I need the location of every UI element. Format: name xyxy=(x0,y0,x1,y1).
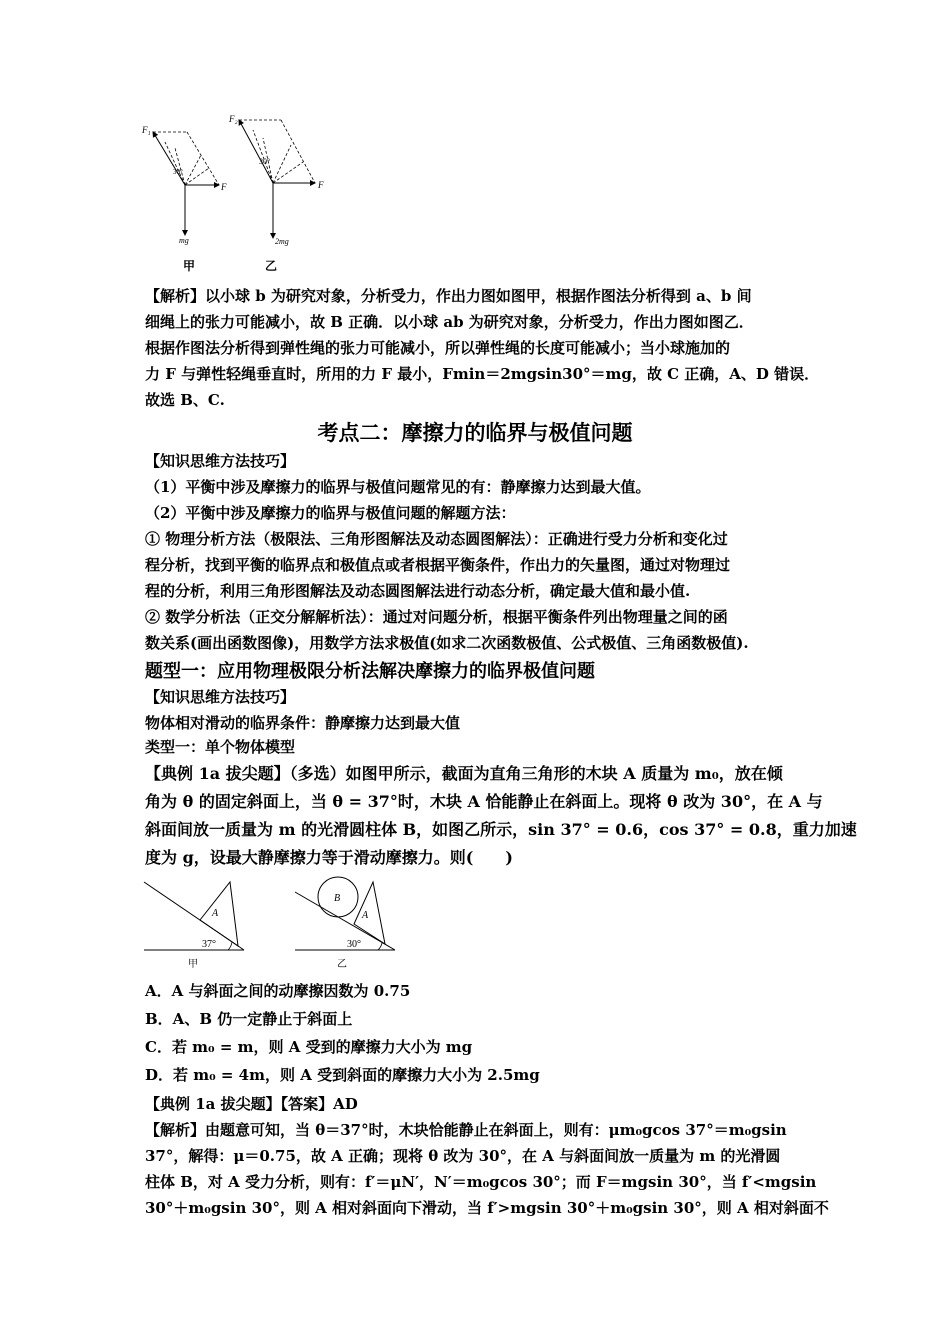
diagram-jia xyxy=(141,125,227,245)
knowledge2-line: 【知识思维方法技巧】 xyxy=(145,688,296,706)
incline-jia xyxy=(144,882,244,970)
analysis1-line: 根据作图法分析得到弹性绳的张力可能减小，所以弹性绳的长度可能减小；当小球施加的 xyxy=(145,339,731,357)
analysis1-line: 故选 B、C. xyxy=(145,391,225,409)
problem-line: 角为 θ 的固定斜面上，当 θ = 37°时，木块 A 恰能静止在斜面上。现将 θ 改为 30°，在 A 与 xyxy=(145,792,823,811)
analysis2-line: 柱体 B，对 A 受力分析，则有：f′＝μN′，N′＝m₀gcos 30°；而 F＝mgsin 30°，当 f′<mgsin xyxy=(145,1173,817,1191)
analysis2-line: 30°＋m₀gsin 30°，则 A 相对斜面向下滑动，当 f′>mgsin 30°＋m₀gsin 30°，则 A 相对斜面不 xyxy=(145,1199,829,1217)
knowledge-line: 程的分析，利用三角形图解法及动态圆图解法进行动态分析，确定最大值和最小值. xyxy=(145,582,691,600)
force-diagram-figure xyxy=(135,110,355,275)
knowledge-line: 数关系(画出函数图像)，用数学方法求极值(如求二次函数极值、公式极值、三角函数极值). xyxy=(145,634,749,652)
label-mg: mg xyxy=(179,236,189,245)
analysis2-line: 【解析】由题意可知，当 θ＝37°时，木块恰能静止在斜面上，则有：μm₀gcos 37°＝m₀gsin xyxy=(145,1121,787,1139)
angle-30-label: 30° xyxy=(347,939,361,950)
label-angle-yi: 30° xyxy=(259,157,271,166)
option-b: B．A、B 仍一定静止于斜面上 xyxy=(145,1010,353,1028)
block-a-label-2: A xyxy=(362,910,369,921)
knowledge-line: （1）平衡中涉及摩擦力的临界与极值问题常见的有：静摩擦力达到最大值。 xyxy=(145,478,651,496)
knowledge2-line: 物体相对滑动的临界条件：静摩擦力达到最大值 xyxy=(145,714,461,732)
knowledge-line: 【知识思维方法技巧】 xyxy=(145,452,296,470)
problem-line: 斜面间放一质量为 m 的光滑圆柱体 B，如图乙所示，sin 37° = 0.6，cos 37° = 0.8，重力加速 xyxy=(145,820,857,839)
label-f-yi: F xyxy=(318,180,324,190)
analysis1-line: 力 F 与弹性轻绳垂直时，所用的力 F 最小，Fmin＝2mgsin30°＝mg，故 C 正确，A、D 错误． xyxy=(145,365,820,383)
caption-yi-2: 乙 xyxy=(337,959,347,970)
option-d: D．若 m₀ = 4m，则 A 受到斜面的摩擦力大小为 2.5mg xyxy=(145,1066,540,1084)
caption-yi: 乙 xyxy=(265,259,278,273)
type-heading: 题型一：应用物理极限分析法解决摩擦力的临界极值问题 xyxy=(145,661,595,682)
caption-jia-2: 甲 xyxy=(188,959,198,970)
answer-line: 【典例 1a 拔尖题】【答案】AD xyxy=(145,1095,358,1113)
option-a: A．A 与斜面之间的动摩擦因数为 0.75 xyxy=(145,982,411,1000)
knowledge2-line: 类型一：单个物体模型 xyxy=(145,738,296,756)
label-f1: F₁ xyxy=(142,125,151,135)
label-f2: F₂ xyxy=(229,114,238,124)
analysis1-line: 【解析】以小球 b 为研究对象，分析受力，作出力图如图甲，根据作图法分析得到 a、b 间 xyxy=(145,287,752,305)
analysis1-line: 细绳上的张力可能减小，故 B 正确．以小球 ab 为研究对象，分析受力，作出力图如图乙． xyxy=(145,313,754,331)
ball-b-label: B xyxy=(334,893,341,904)
option-c: C．若 m₀ = m，则 A 受到的摩擦力大小为 mg xyxy=(145,1038,473,1056)
label-f-jia: F xyxy=(221,182,227,192)
incline-yi xyxy=(295,877,395,970)
label-angle-jia: 30° xyxy=(173,168,183,176)
knowledge-line: ② 数学分析法（正交分解解析法）：通过对问题分析，根据平衡条件列出物理量之间的函 xyxy=(145,608,728,626)
diagram-yi xyxy=(228,114,324,246)
knowledge-line: （2）平衡中涉及摩擦力的临界与极值问题的解题方法： xyxy=(145,504,516,522)
section-title: 考点二：摩擦力的临界与极值问题 xyxy=(317,421,633,445)
block-a-label: A xyxy=(212,908,219,919)
problem-line: 【典例 1a 拔尖题】（多选）如图甲所示，截面为直角三角形的木块 A 质量为 m₀，放在倾 xyxy=(145,764,783,783)
incline-figure xyxy=(140,870,400,975)
knowledge-line: 程分析，找到平衡的临界点和极值点或者根据平衡条件，作出力的矢量图，通过对物理过 xyxy=(145,556,731,574)
problem-line: 度为 g，设最大静摩擦力等于滑动摩擦力。则( ) xyxy=(145,848,513,867)
angle-37-label: 37° xyxy=(202,939,216,950)
analysis2-line: 37°，解得：μ＝0.75，故 A 正确；现将 θ 改为 30°，在 A 与斜面间放一质量为 m 的光滑圆 xyxy=(145,1147,781,1165)
knowledge-line: ① 物理分析方法（极限法、三角形图解法及动态圆图解法）：正确进行受力分析和变化过 xyxy=(145,530,728,548)
caption-jia: 甲 xyxy=(183,259,196,273)
label-2mg: 2mg xyxy=(275,237,289,246)
